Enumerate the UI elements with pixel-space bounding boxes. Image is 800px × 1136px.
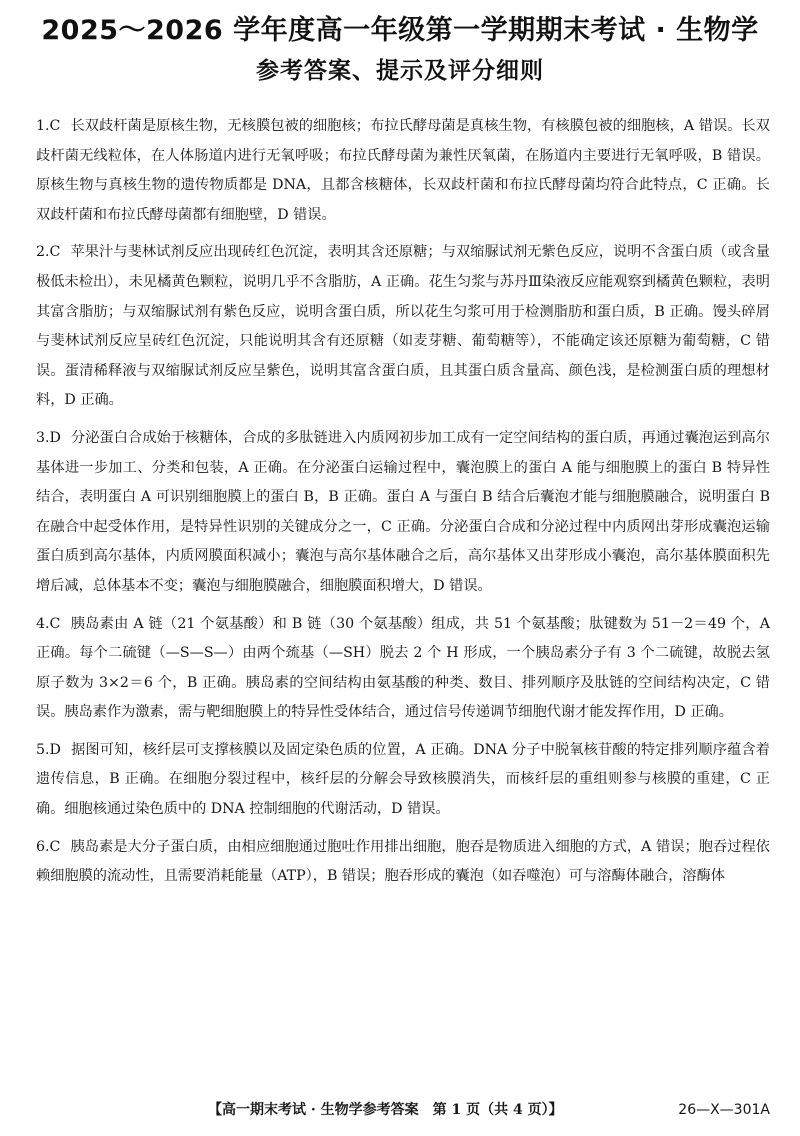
footer-page-info: 【高一期末考试 · 生物学参考答案 第 1 页（共 4 页）】 bbox=[208, 1102, 563, 1118]
answer-text: 胰岛素由 A 链（21 个氨基酸）和 B 链（30 个氨基酸）组成，共 51 个氨基酸；肽键数为 51－2＝49 个，A 正确。每个二硫键（—S—S—）由两个巯基（—SH）脱去 2 个 H 形成，一个胰岛素分子有 3 个二硫键，故脱去氢原子数为 3×2＝6 个，B 正确。胰岛素的空间结构由氨基酸的种类、数目、排列顺序及肽链的空间结构决定，C 错误。胰岛素作为激素，需与靶细胞膜上的特异性受体结合，通过信号传递调节细胞代谢才能发挥作用，D 正确。 bbox=[36, 615, 770, 721]
answer-item-5 bbox=[36, 736, 770, 825]
page-subtitle: 参考答案、提示及评分细则 bbox=[256, 58, 544, 84]
answer-number: 4.C bbox=[36, 615, 61, 632]
answer-number: 6.C bbox=[36, 838, 61, 855]
page-footer bbox=[0, 1098, 770, 1122]
answer-item-2 bbox=[36, 238, 770, 416]
answer-number: 2.C bbox=[36, 244, 61, 261]
footer-exam-code: 26—X—301A bbox=[678, 1102, 770, 1118]
answer-item-6 bbox=[36, 833, 770, 892]
answer-text: 据图可知，核纤层可支撑核膜以及固定染色质的位置，A 正确。DNA 分子中脱氧核苷酸的特定排列顺序蕴含着遗传信息，B 正确。在细胞分裂过程中，核纤层的分解会导致核膜消失，而核纤层的重组则参与核膜的重建，C 正确。细胞核通过染色质中的 DNA 控制细胞的代谢活动，D 错误。 bbox=[36, 741, 770, 818]
answer-text: 长双歧杆菌是原核生物，无核膜包被的细胞核；布拉氏酵母菌是真核生物，有核膜包被的细胞核，A 错误。长双歧杆菌无线粒体，在人体肠道内进行无氧呼吸；布拉氏酵母菌为兼性厌氧菌，在肠道内主要进行无氧呼吸，B 错误。原核生物与真核生物的遗传物质都是 DNA，且都含核糖体，长双歧杆菌和布拉氏酵母菌均符合此特点，C 正确。长双歧杆菌和布拉氏酵母菌都有细胞壁，D 错误。 bbox=[36, 118, 770, 223]
answer-number: 3.D bbox=[36, 429, 61, 446]
answer-text: 胰岛素是大分子蛋白质，由相应细胞通过胞吐作用排出细胞，胞吞是物质进入细胞的方式，A 错误；胞吞过程依赖细胞膜的流动性，且需要消耗能量（ATP），B 错误；胞吞形成的囊泡（如吞噬泡）可与溶酶体融合，溶酶体 bbox=[36, 838, 770, 885]
page-title: 2025～2026 学年度高一年级第一学期期末考试 · 生物学 bbox=[41, 15, 759, 46]
answer-item-3 bbox=[36, 424, 770, 602]
answer-item-1 bbox=[36, 112, 770, 230]
answer-number: 5.D bbox=[36, 741, 61, 758]
answers-body bbox=[36, 112, 770, 900]
answer-item-4 bbox=[36, 610, 770, 728]
answer-text: 苹果汁与斐林试剂反应出现砖红色沉淀，表明其含还原糖；与双缩脲试剂无紫色反应，说明不含蛋白质（或含量极低未检出），未见橘黄色颗粒，说明几乎不含脂肪，A 正确。花生匀浆与苏丹Ⅲ染液反应能观察到橘黄色颗粒，表明其富含脂肪；与双缩脲试剂有紫色反应，说明含蛋白质，所以花生匀浆可用于检测脂肪和蛋白质，B 正确。馒头碎屑与斐林试剂反应呈砖红色沉淀，只能说明其含有还原糖（如麦芽糖、葡萄糖等），不能确定该还原糖为葡萄糖，C 错误。蛋清稀释液与双缩脲试剂反应呈紫色，说明其富含蛋白质，且其蛋白质含量高、颜色浅，是检测蛋白质的理想材料，D 正确。 bbox=[36, 244, 770, 409]
answer-text: 分泌蛋白合成始于核糖体，合成的多肽链进入内质网初步加工成有一定空间结构的蛋白质，再通过囊泡运到高尔基体进一步加工、分类和包装，A 正确。在分泌蛋白运输过程中，囊泡膜上的蛋白 A 能与细胞膜上的蛋白 B 特异性结合，表明蛋白 A 可识别细胞膜上的蛋白 B，B 正确。蛋白 A 与蛋白 B 结合后囊泡才能与细胞膜融合，说明蛋白 B 在融合中起受体作用，是特异性识别的关键成分之一，C 正确。分泌蛋白合成和分泌过程中内质网出芽形成囊泡运输蛋白质到高尔基体，内质网膜面积减小；囊泡与高尔基体融合之后，高尔基体又出芽形成小囊泡，高尔基体膜面积先增后减，总体基本不变；囊泡与细胞膜融合，细胞膜面积增大，D 错误。 bbox=[36, 429, 770, 594]
answer-number: 1.C bbox=[36, 118, 61, 134]
